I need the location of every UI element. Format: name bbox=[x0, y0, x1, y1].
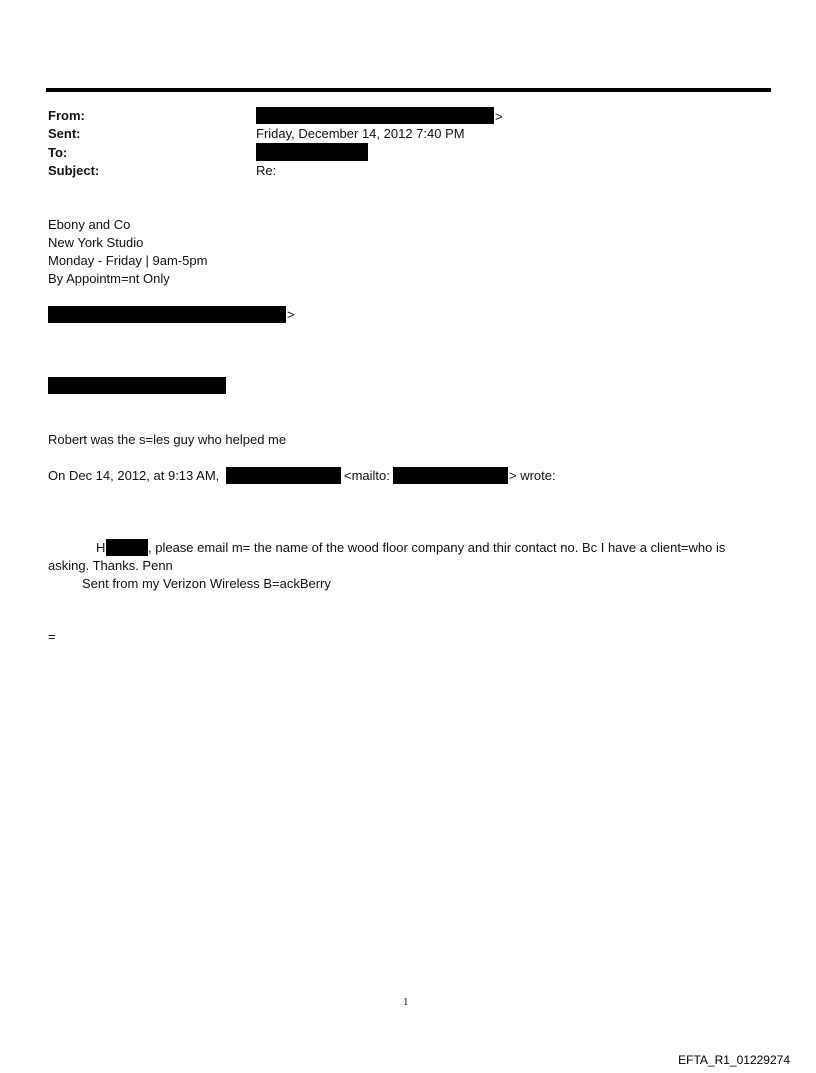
email-suffix: > bbox=[287, 307, 295, 322]
page-number: 1 bbox=[403, 996, 409, 1008]
header-rule bbox=[46, 88, 771, 92]
subject-label: Subject: bbox=[48, 163, 100, 178]
name-redaction bbox=[48, 377, 226, 394]
quote-intro-suffix: > wrote: bbox=[509, 468, 556, 483]
signature-line-2: New York Studio bbox=[48, 235, 144, 250]
subject-value: Re: bbox=[256, 163, 277, 178]
sent-value: Friday, December 14, 2012 7:40 PM bbox=[256, 126, 465, 141]
quote-intro-mailto: <mailto: bbox=[344, 468, 390, 483]
sent-label: Sent: bbox=[48, 126, 81, 141]
email-redaction bbox=[48, 306, 286, 323]
quoted-line-3: Sent from my Verizon Wireless B=ackBerry bbox=[82, 576, 331, 591]
quote-sender-redaction bbox=[226, 467, 341, 484]
quoted-line-2: asking. Thanks. Penn bbox=[48, 558, 173, 573]
quoted-line-1: , please email m= the name of the wood floor company and thir contact no. Bc I have a client=who is bbox=[148, 540, 726, 555]
from-redaction bbox=[256, 107, 494, 124]
message-text: Robert was the s=les guy who helped me bbox=[48, 432, 287, 447]
quote-mailto-redaction bbox=[393, 467, 508, 484]
from-suffix: > bbox=[495, 109, 503, 124]
document-id: EFTA_R1_01229274 bbox=[678, 1053, 790, 1067]
trailing-equals: = bbox=[48, 629, 56, 644]
signature-line-1: Ebony and Co bbox=[48, 217, 131, 232]
from-label: From: bbox=[48, 108, 85, 123]
to-label: To: bbox=[48, 145, 68, 160]
quote-intro-prefix: On Dec 14, 2012, at 9:13 AM, bbox=[48, 468, 220, 483]
to-redaction bbox=[256, 143, 368, 161]
signature-line-3: Monday - Friday | 9am-5pm bbox=[48, 253, 208, 268]
quoted-name-redaction bbox=[106, 539, 148, 556]
signature-line-4: By Appointm=nt Only bbox=[48, 271, 170, 286]
quoted-greeting-h: H bbox=[96, 540, 106, 555]
